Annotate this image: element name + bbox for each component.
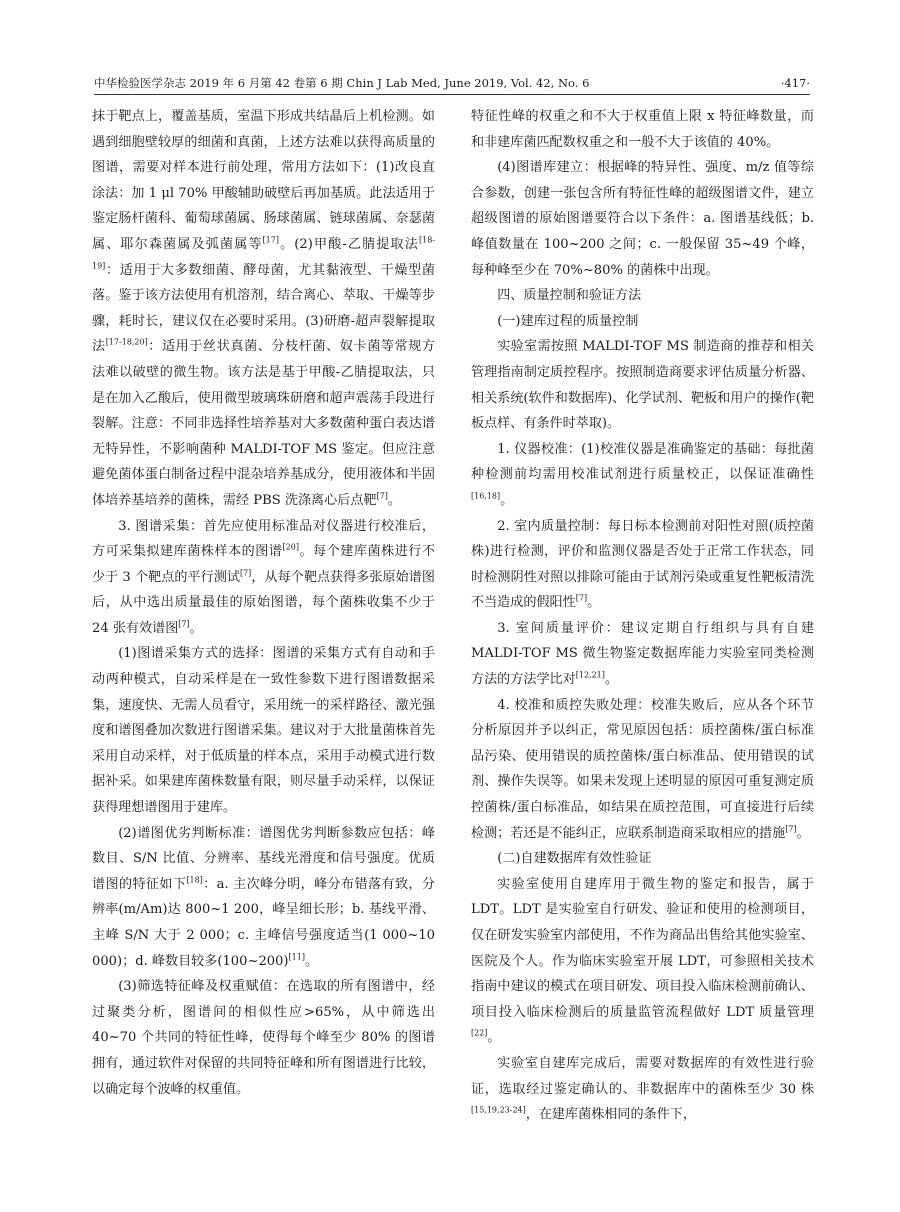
left-column	[92, 104, 435, 1102]
paragraph: 4. 校准和质控失败处理：校准失败后，应从各个环节分析原因并予以纠正，常见原因包括：质控菌株/蛋白标准品污染、使用错误的质控菌株/蛋白标准品、使用错误的试剂、操作失误等。如果未发现上述明显的原因可重复测定质控菌株/蛋白标准品，如结果在质控范围，可直接进行后续检测；若还是不能纠正，应联系制造商采取相应的措施[7]。	[471, 697, 814, 841]
page-number: ·417·	[780, 76, 810, 90]
paragraph: (2)谱图优劣判断标准：谱图优劣判断参数应包括：峰数目、S/N 比值、分辨率、基线光滑度和信号强度。优质谱图的特征如下[18]：a. 主次峰分明，峰分布错落有致，分辨率(m/Am)达 800~1 200，峰呈细长形；b. 基线平滑、主峰 S/N 大于 2 000；c. 主峰信号强度适当(1 000~10 000)；d. 峰数目较多(100~200)[11]。	[92, 825, 436, 969]
paragraph: 2. 室内质量控制：每日标本检测前对阳性对照(质控菌株)进行检测，评价和监测仪器是否处于正常工作状态，同时检测阴性对照以排除可能由于试剂污染或重复性靶板清洗不当造成的假阳性[7]。	[471, 518, 814, 611]
paragraph: (1)图谱采集方式的选择：图谱的采集方式有自动和手动两种模式，自动采样是在一致性参数下进行图谱数据采集，速度快、无需人员看守，采用统一的采样路径、激光强度和谱图叠加次数进行图谱采集。建议对于大批量菌株首先采用自动采样，对于低质量的样本点，采用手动模式进行数据补采。如果建库菌株数量有限，则尽量手动采样，以保证获得理想谱图用于建库。	[92, 646, 435, 816]
paragraph: 1. 仪器校准：(1)校准仪器是准确鉴定的基础：每批菌种检测前均需用校准试剂进行质量校正，以保证准确性[16,18]。	[471, 441, 814, 508]
paragraph: 3. 图谱采集：首先应使用标准品对仪器进行校准后，方可采集拟建库菌株样本的图谱[20]。每个建库菌株进行不少于 3 个靶点的平行测试[7]，从每个靶点获得多张原始谱图后，从中选出质量最佳的原始图谱，每个菌株收集不少于 24 张有效谱图[7]。	[92, 518, 436, 636]
paragraph: 实验室自建库完成后，需要对数据库的有效性进行验证，选取经过鉴定确认的、非数据库中的菌株至少 30 株[15,19,23-24]，在建库菌株相同的条件下，	[471, 1055, 814, 1123]
subsection-heading: (二)自建数据库有效性验证	[497, 851, 652, 867]
paragraph: 抹于靶点上，覆盖基质，室温下形成共结晶后上机检测。如遇到细胞壁较厚的细菌和真菌，上述方法难以获得高质量的图谱，需要对样本进行前处理，常用方法如下：(1)改良直涂法：加 1 μl 70% 甲酸辅助破壁后再加基质。此法适用于鉴定肠杆菌科、葡萄球菌属、肠球菌属、链球菌属、奈瑟菌属、耶尔森菌属及弧菌属等[17]。(2)甲酸-乙腈提取法[18-19]：适用于大多数细菌、酵母菌，尤其黏液型、干燥型菌落。鉴于该方法使用有机溶剂，结合离心、萃取、干燥等步骤，耗时长，建议仅在必要时采用。(3)研磨-超声裂解提取法[17-18,20]：适用于丝状真菌、分枝杆菌、奴卡菌等常规方法难以破壁的微生物。该方法是基于甲酸-乙腈提取法，只是在加入乙酸后，使用微型玻璃珠研磨和超声震荡手段进行裂解。注意：不同非选择性培养基对大多数菌种蛋白表达谱无特异性，不影响菌种 MALDI-TOF MS 鉴定。但应注意避免菌体蛋白制备过程中混杂培养基成分，使用液体和半固体培养基培养的菌株，需经 PBS 洗涤离心后点靶[7]。	[92, 109, 436, 508]
running-header	[94, 72, 810, 95]
section-heading: 四、质量控制和验证方法	[497, 288, 642, 304]
subsection-heading: (一)建库过程的质量控制	[497, 313, 639, 329]
paragraph: 3. 室间质量评价：建议定期自行组织与具有自建 MALDI-TOF MS 微生物鉴定数据库能力实验室同类检测方法的方法学比对[12,21]。	[471, 620, 814, 688]
paragraph: (3)筛选特征峰及权重赋值：在选取的所有图谱中，经过聚类分析，图谱间的相似性应>65%，从中筛选出 40~70 个共同的特征性峰，使得每个峰至少 80% 的图谱拥有，通过软件对保留的共同特征峰和所有图谱进行比较，以确定每个波峰的权重值。	[92, 979, 435, 1097]
paragraph: (4)图谱库建立：根据峰的特异性、强度、m/z 值等综合参数，创建一张包含所有特征性峰的超级图谱文件，建立超级图谱的原始图谱要符合以下条件：a. 图谱基线低；b. 峰值数量在 100~200 之间；c. 一般保留 35~49 个峰，每种峰至少在 70%~80% 的菌株中出现。	[471, 160, 814, 278]
paragraph: 实验室使用自建库用于微生物的鉴定和报告，属于 LDT。LDT 是实验室自行研发、验证和使用的检测项目，仅在研发实验室内部使用，不作为商品出售给其他实验室、医院及个人。作为临床实验室开展 LDT，可参照相关技术指南中建议的模式在项目研发、项目投入临床检测前确认、项目投入临床检测后的质量监管流程做好 LDT 质量管理[22]。	[471, 876, 814, 1046]
right-column	[471, 104, 814, 1128]
paragraph: 特征性峰的权重之和不大于权重值上限 x 特征峰数量，而和非建库菌匹配数权重之和一般不大于该值的 40%。	[471, 109, 814, 150]
journal-citation: 中华检验医学杂志 2019 年 6 月第 42 卷第 6 期 Chin J Lab Med, June 2019, Vol. 42, No. 6	[94, 76, 590, 90]
paragraph: 实验室需按照 MALDI-TOF MS 制造商的推荐和相关管理指南制定质控程序。按照制造商要求评估质量分析器、相关系统(软件和数据库)、化学试剂、靶板和用户的操作(靶板点样、有条件时萃取)。	[471, 339, 814, 432]
